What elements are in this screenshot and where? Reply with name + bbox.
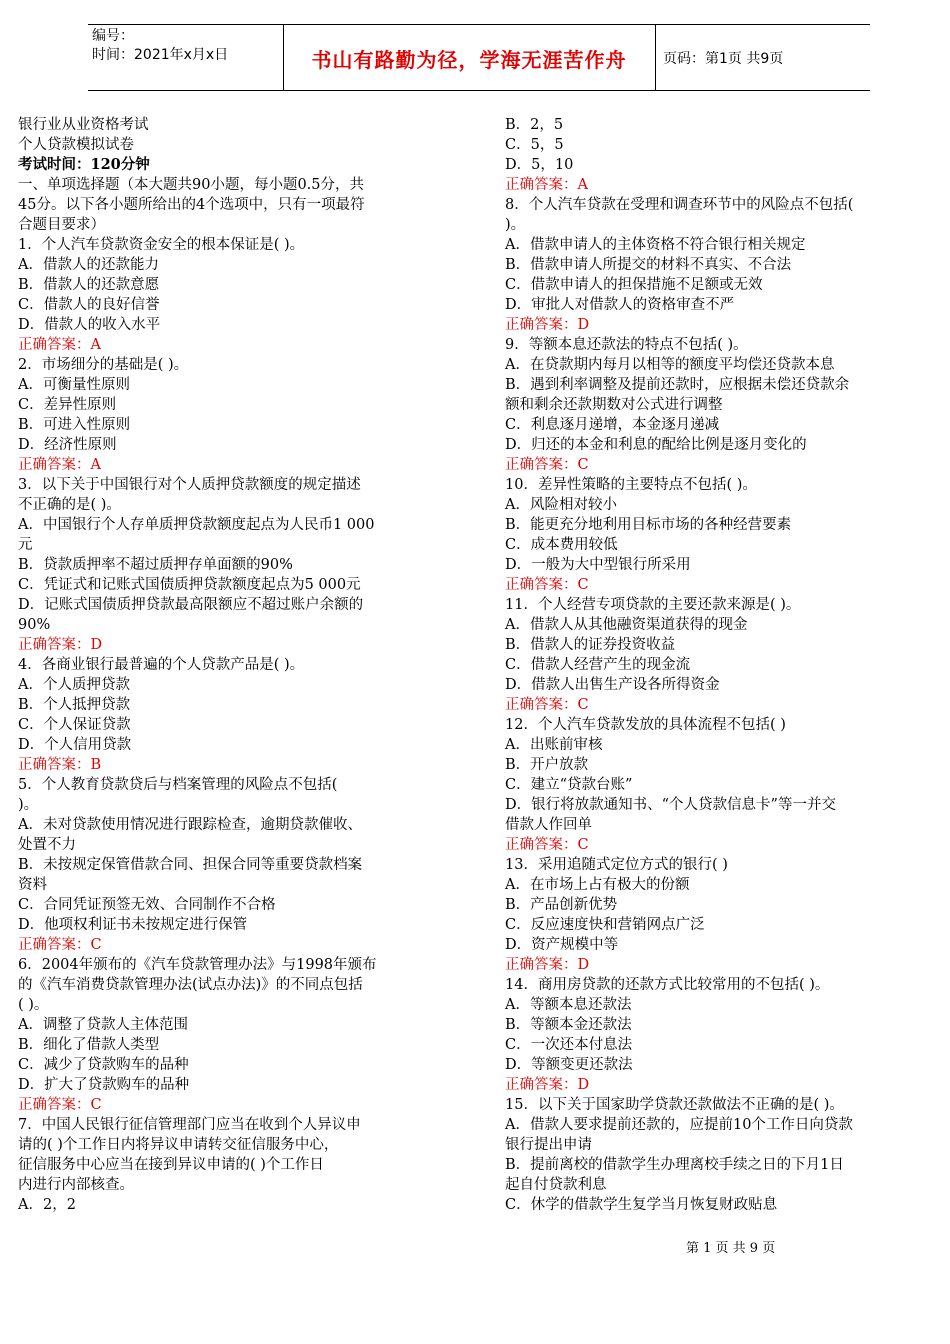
- question-line: 1．个人汽车贷款资金安全的根本保证是( )。: [18, 237, 305, 253]
- option-line: B．等额本金还款法: [505, 1017, 632, 1033]
- option-line: 借款人作回单: [505, 817, 592, 833]
- option-line: 处置不力: [18, 837, 76, 853]
- question-line: 15．以下关于国家助学贷款还款做法不正确的是( )。: [505, 1097, 844, 1113]
- header-separator-right: [655, 24, 656, 90]
- header-motto: 书山有路勤为径，学海无涯苦作舟: [311, 48, 627, 72]
- answer-line: 正确答案：A: [505, 177, 588, 193]
- answer-line: 正确答案：C: [18, 1097, 102, 1113]
- header-page-info: 页码：第1页 共9页: [663, 51, 784, 67]
- exam-time-line: 考试时间：120分钟: [18, 156, 150, 173]
- option-line: A．中国银行个人存单质押贷款额度起点为人民币1 000: [18, 517, 375, 533]
- option-line: A．风险相对较小: [505, 497, 617, 513]
- answer-line: 正确答案：C: [505, 697, 589, 713]
- option-line: B．能更充分地利用目标市场的各种经营要素: [505, 517, 792, 533]
- option-line: D．归还的本金和利息的配给比例是逐月变化的: [505, 437, 807, 453]
- answer-line: 正确答案：B: [18, 757, 102, 773]
- question-line: 3．以下关于中国银行对个人质押贷款额度的规定描述: [18, 477, 361, 493]
- page-footer: 第 1 页 共 9 页: [686, 1241, 776, 1256]
- option-line: B．遇到利率调整及提前还款时，应根据未偿还贷款余: [505, 377, 850, 393]
- answer-line: 正确答案：D: [505, 957, 590, 973]
- option-line: A．调整了贷款人主体范围: [18, 1017, 188, 1033]
- header-meta: [92, 27, 228, 65]
- answer-line: 正确答案：D: [505, 1077, 590, 1093]
- option-line: C．差异性原则: [18, 397, 117, 413]
- option-line: C．凭证式和记账式国债质押贷款额度起点为5 000元: [18, 577, 361, 593]
- option-line: B．未按规定保管借款合同、担保合同等重要贷款档案: [18, 857, 363, 873]
- option-line: A．借款申请人的主体资格不符合银行相关规定: [505, 237, 806, 253]
- question-line: 的《汽车消费贷款管理办法(试点办法)》的不同点包括: [18, 977, 363, 993]
- answer-line: 正确答案：C: [505, 837, 589, 853]
- option-line: A．等额本息还款法: [505, 997, 632, 1013]
- option-line: A．未对贷款使用情况进行跟踪检查，逾期贷款催收、: [18, 817, 362, 833]
- option-line: C．减少了贷款购车的品种: [18, 1057, 189, 1073]
- left-column: [18, 115, 448, 1215]
- question-line: )。: [505, 217, 526, 233]
- option-line: A．借款人要求提前还款的，应提前10个工作日向贷款: [505, 1117, 853, 1133]
- question-line: 不正确的是( )。: [18, 497, 121, 513]
- option-line: C．成本费用较低: [505, 537, 618, 553]
- question-line: 13．采用追随式定位方式的银行( ): [505, 857, 728, 873]
- option-line: B．个人抵押贷款: [18, 697, 131, 713]
- title-line: 银行业从业资格考试: [18, 117, 149, 133]
- option-line: D．一般为大中型银行所采用: [505, 557, 691, 573]
- question-line: 内进行内部核查。: [18, 1177, 134, 1193]
- option-line: A．借款人从其他融资渠道获得的现金: [505, 617, 748, 633]
- option-line: C．借款申请人的担保措施不足额或无效: [505, 277, 763, 293]
- option-line: D．他项权利证书未按规定进行保管: [18, 917, 248, 933]
- question-line: 12．个人汽车贷款发放的具体流程不包括( ): [505, 717, 786, 733]
- answer-line: 正确答案：C: [18, 937, 102, 953]
- option-line: B．贷款质押率不超过质押存单面额的90%: [18, 557, 293, 573]
- answer-line: 正确答案：D: [505, 317, 590, 333]
- option-line: D．等额变更还款法: [505, 1057, 633, 1073]
- answer-line: 正确答案：D: [18, 637, 103, 653]
- option-line: C．5，5: [505, 137, 564, 153]
- option-line: 元: [18, 537, 33, 553]
- question-line: ( )。: [18, 997, 49, 1013]
- option-line: B．开户放款: [505, 757, 589, 773]
- option-line: 银行提出申请: [505, 1137, 592, 1153]
- document-time: 时间：2021年x月x日: [92, 47, 229, 63]
- right-column: [505, 115, 940, 1215]
- option-line: B．借款人的还款意愿: [18, 277, 160, 293]
- answer-line: 正确答案：A: [18, 457, 101, 473]
- option-line: C．建立“贷款台账”: [505, 777, 633, 793]
- option-line: D．资产规模中等: [505, 937, 619, 953]
- option-line: B．细化了借款人类型: [18, 1037, 160, 1053]
- option-line: A．出账前审核: [505, 737, 603, 753]
- document-number-label: 编号：: [92, 28, 134, 44]
- title-line: 个人贷款模拟试卷: [18, 137, 134, 153]
- header-bottom-rule: [88, 90, 870, 91]
- instruction-line: 合题目要求）: [18, 217, 105, 233]
- question-line: 8．个人汽车贷款在受理和调查环节中的风险点不包括(: [505, 197, 854, 213]
- question-line: 4．各商业银行最普遍的个人贷款产品是( )。: [18, 657, 305, 673]
- question-line: )。: [18, 797, 39, 813]
- instruction-line: 一、单项选择题（本大题共90小题，每小题0.5分，共: [18, 177, 365, 193]
- question-line: 9．等额本息还款法的特点不包括( )。: [505, 337, 748, 353]
- question-line: 6．2004年颁布的《汽车贷款管理办法》与1998年颁布: [18, 957, 377, 973]
- option-line: C．合同凭证预签无效、合同制作不合格: [18, 897, 276, 913]
- option-line: D．经济性原则: [18, 437, 117, 453]
- option-line: C．借款人的良好信誉: [18, 297, 160, 313]
- question-line: 请的( )个工作日内将异议申请转交征信服务中心，: [18, 1137, 339, 1153]
- option-line: D．个人信用贷款: [18, 737, 132, 753]
- answer-line: 正确答案：C: [505, 577, 589, 593]
- question-line: 征信服务中心应当在接到异议申请的( )个工作日: [18, 1157, 324, 1173]
- option-line: A．在市场上占有极大的份额: [505, 877, 690, 893]
- option-line: B．借款申请人所提交的材料不真实、不合法: [505, 257, 792, 273]
- option-line: 资料: [18, 877, 47, 893]
- option-line: C．反应速度快和营销网点广泛: [505, 917, 705, 933]
- option-line: B．提前离校的借款学生办理离校手续之日的下月1日: [505, 1157, 844, 1173]
- question-line: 7．中国人民银行征信管理部门应当在收到个人异议申: [18, 1117, 361, 1133]
- option-line: D．借款人的收入水平: [18, 317, 161, 333]
- option-line: D．借款人出售生产设各所得资金: [505, 677, 720, 693]
- option-line: 起自付贷款利息: [505, 1177, 607, 1193]
- option-line: B．2，5: [505, 117, 564, 133]
- option-line: C．一次还本付息法: [505, 1037, 633, 1053]
- option-line: D．5，10: [505, 157, 574, 173]
- question-line: 2．市场细分的基础是( )。: [18, 357, 189, 373]
- header-top-rule: [88, 24, 870, 25]
- option-line: D．银行将放款通知书、“个人贷款信息卡”等一并交: [505, 797, 836, 813]
- option-line: A．借款人的还款能力: [18, 257, 159, 273]
- answer-line: 正确答案：A: [18, 337, 101, 353]
- option-line: A．可衡量性原则: [18, 377, 130, 393]
- option-line: 额和剩余还款期数对公式进行调整: [505, 397, 723, 413]
- option-line: C．个人保证贷款: [18, 717, 131, 733]
- question-line: 14．商用房贷款的还款方式比较常用的不包括( )。: [505, 977, 830, 993]
- answer-line: 正确答案：C: [505, 457, 589, 473]
- instruction-line: 45分。以下各小题所给出的4个选项中，只有一项最符: [18, 197, 365, 213]
- option-line: D．审批人对借款人的资格审查不严: [505, 297, 735, 313]
- option-line: C．利息逐月递增，本金逐月递减: [505, 417, 720, 433]
- option-line: B．可进入性原则: [18, 417, 131, 433]
- option-line: D．扩大了贷款购车的品种: [18, 1077, 190, 1093]
- question-line: 11．个人经营专项贷款的主要还款来源是( )。: [505, 597, 801, 613]
- option-line: D．记账式国债质押贷款最高限额应不超过账户余额的: [18, 597, 364, 613]
- option-line: A．个人质押贷款: [18, 677, 130, 693]
- question-line: 5．个人教育贷款贷后与档案管理的风险点不包括(: [18, 777, 338, 793]
- option-line: C．借款人经营产生的现金流: [505, 657, 691, 673]
- option-line: B．产品创新优势: [505, 897, 618, 913]
- option-line: C．休学的借款学生复学当月恢复财政贴息: [505, 1197, 778, 1213]
- option-line: 90%: [18, 617, 51, 633]
- question-line: 10．差异性策略的主要特点不包括( )。: [505, 477, 757, 493]
- option-line: A．在贷款期内每月以相等的额度平均偿还贷款本息: [505, 357, 835, 373]
- option-line: B．借款人的证券投资收益: [505, 637, 676, 653]
- option-line: A．2，2: [18, 1197, 76, 1213]
